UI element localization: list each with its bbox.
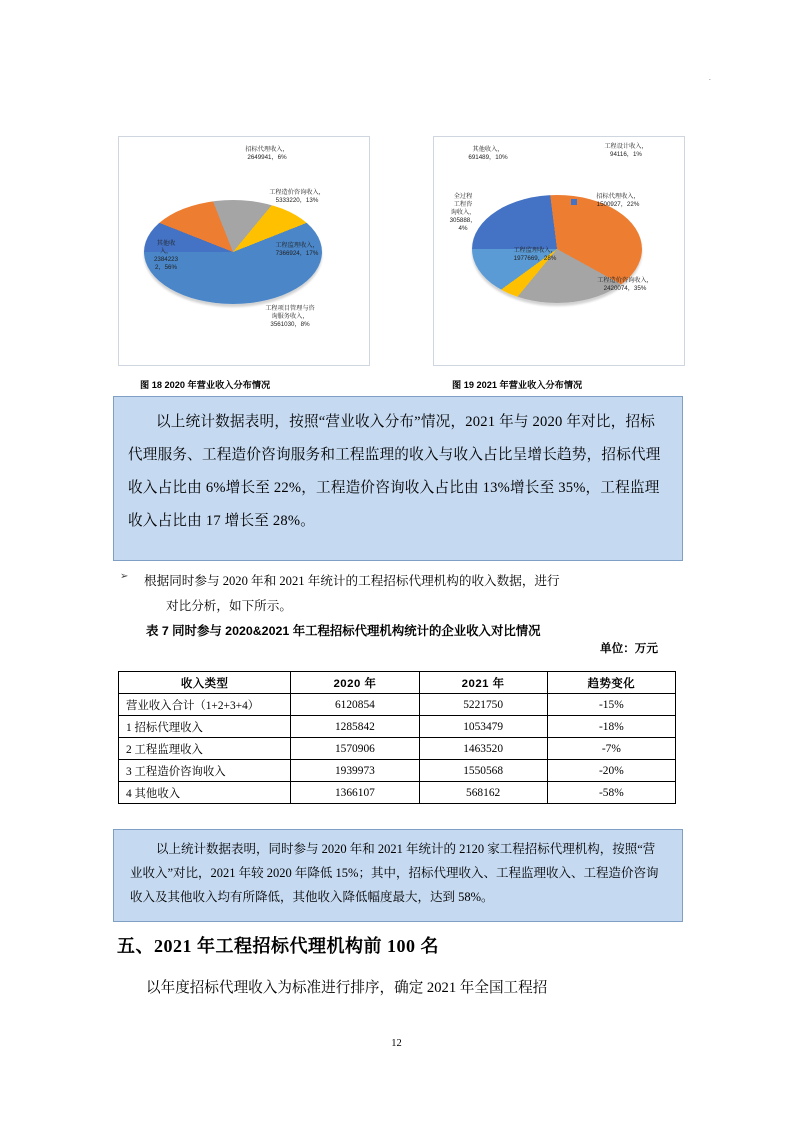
cell-2020: 1570906 <box>291 738 419 760</box>
table-row <box>119 738 676 760</box>
table-row <box>119 694 676 716</box>
cell-2021: 1463520 <box>419 738 547 760</box>
cell-2020: 1366107 <box>291 782 419 804</box>
pie-2020-label-4: 其他收 入， 2384223 2，56% <box>153 240 179 271</box>
pie-2020-label-1: 工程造价咨询收入， 5333220，13% <box>269 189 325 204</box>
col-header-type: 收入类型 <box>119 672 291 694</box>
pie-2021-label-4: 全过程 工程咨 询收入， 305888， 4% <box>449 193 477 232</box>
pie-chart-2020 <box>118 136 370 366</box>
col-header-2020: 2020 年 <box>291 672 419 694</box>
col-header-trend: 趋势变化 <box>547 672 675 694</box>
callout-box-2 <box>113 829 683 922</box>
bullet-line-1: 根据同时参与 2020 年和 2021 年统计的工程招标代理机构的收入数据，进行 <box>144 574 560 588</box>
cell-2020: 1939973 <box>291 760 419 782</box>
section-paragraph: 以年度招标代理收入为标准进行排序，确定 2021 年全国工程招 <box>146 980 548 996</box>
cell-name: 3 工程造价咨询收入 <box>119 760 291 782</box>
callout-2-text: 以上统计数据表明，同时参与 2020 年和 2021 年统计的 2120 家工程招标代理机构，按照“营业收入”对比，2021 年较 2020 年降低 15%；其中，招标代理收入、工程监理收入、工程造价咨询收入及其他收入均有所降低，其他收入降低幅度最大，达到 58%。 <box>130 842 659 904</box>
table-unit: 单位：万元 <box>600 642 658 655</box>
cell-name: 1 招标代理收入 <box>119 716 291 738</box>
income-comparison-table <box>118 671 676 804</box>
cell-2020: 1285842 <box>291 716 419 738</box>
table-row <box>119 760 676 782</box>
pie-2021-label-3: 工程监理收入， 1977669，28% <box>513 247 557 262</box>
pie-2020-label-3: 工程项目管理与咨 询服务收入， 3561030，8% <box>265 305 315 328</box>
table-header-row <box>119 672 676 694</box>
pie-2021-label-0: 工程设计收入， 94116，1% <box>604 143 648 158</box>
pie-chart-2021 <box>433 136 685 366</box>
cell-trend: -20% <box>547 760 675 782</box>
cell-2020: 6120854 <box>291 694 419 716</box>
stray-dot-mark: . <box>709 74 711 82</box>
section-heading: 五、2021 年工程招标代理机构前 100 名 <box>117 936 439 956</box>
figure-caption-18: 图 18 2020 年营业收入分布情况 <box>140 380 271 390</box>
table-row <box>119 782 676 804</box>
pie-2021-label-5: 其他收入， 691489，10% <box>468 146 508 161</box>
pie-2021-label-1: 招标代理收入， 1500927，22% <box>596 193 640 208</box>
callout-1-text: 以上统计数据表明，按照“营业收入分布”情况，2021 年与 2020 年对比，招标代理服务、工程造价咨询服务和工程监理的收入与收入占比呈增长趋势，招标代理收入占比由 6%增长至 22%，工程造价咨询收入占比由 13%增长至 35%，工程监理收入占比由 17 增长至 28%。 <box>128 414 661 529</box>
callout-box-1 <box>113 396 683 561</box>
cell-trend: -58% <box>547 782 675 804</box>
table-title: 表 7 同时参与 2020&2021 年工程招标代理机构统计的企业收入对比情况 <box>146 624 541 638</box>
pie-2020-label-2: 工程监理收入， 7366924，17% <box>275 242 319 257</box>
cell-2021: 1053479 <box>419 716 547 738</box>
cell-2021: 568162 <box>419 782 547 804</box>
arrow-bullet-icon: ➢ <box>120 571 129 582</box>
cell-name: 2 工程监理收入 <box>119 738 291 760</box>
pie-2020-label-0: 招标代理收入， 2649941，6% <box>245 146 289 161</box>
charts-row <box>118 136 683 364</box>
bullet-line-2: 对比分析，如下所示。 <box>166 599 292 613</box>
cell-2021: 1550568 <box>419 760 547 782</box>
cell-2021: 5221750 <box>419 694 547 716</box>
cell-trend: -15% <box>547 694 675 716</box>
figure-caption-19: 图 19 2021 年营业收入分布情况 <box>452 380 583 390</box>
legend-swatch-zhaobiao <box>571 199 577 205</box>
table-row <box>119 716 676 738</box>
cell-trend: -7% <box>547 738 675 760</box>
cell-name: 4 其他收入 <box>119 782 291 804</box>
cell-name: 营业收入合计（1+2+3+4） <box>119 694 291 716</box>
page-number: 12 <box>391 1038 402 1049</box>
col-header-2021: 2021 年 <box>419 672 547 694</box>
pie-2021-label-2: 工程造价咨询收入， 2420074，35% <box>597 277 653 292</box>
bullet-paragraph <box>120 569 686 619</box>
cell-trend: -18% <box>547 716 675 738</box>
